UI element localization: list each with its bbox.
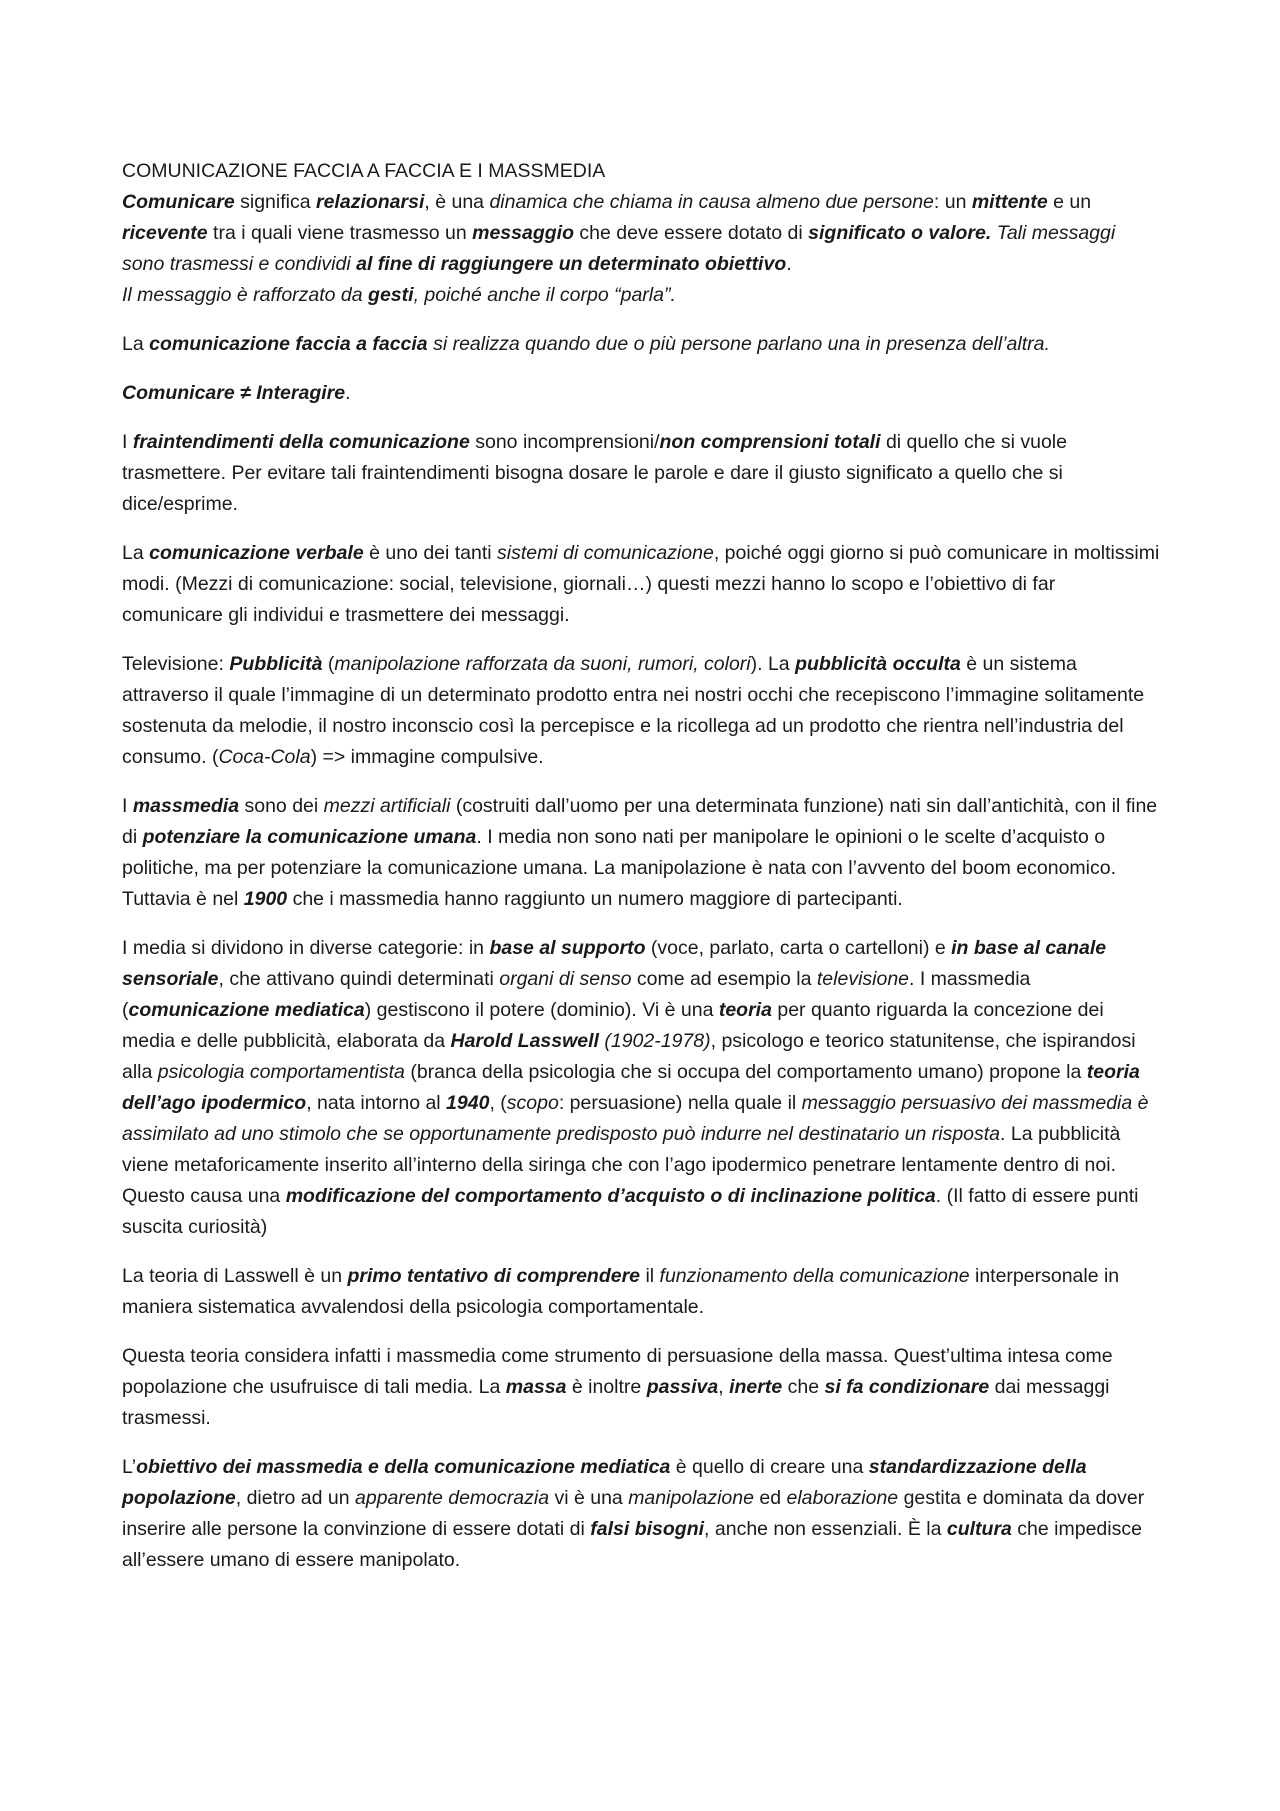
body-text: interpersonale in maniera sistematica avvalendosi della psicologia comportamentale. [122,1265,1120,1318]
emphasis-text: falsi bisogni [590,1518,705,1540]
document-body [122,187,1160,1576]
emphasis-text: comunicazione mediatica [128,999,365,1021]
emphasis-text: 1940 [446,1092,490,1114]
body-text: I [122,795,133,817]
paragraph [122,649,1160,773]
emphasis-text: gesti [368,284,414,306]
body-text: , psicologo e teorico statunitense, che ispirandosi alla [122,1030,1136,1083]
body-text: (voce, parlato, carta o cartelloni) e [645,937,952,959]
emphasis-text: al fine di raggiungere un determinato obiettivo [356,253,787,275]
body-text: di quello che si vuole trasmettere. Per evitare tali fraintendimenti bisogna dosare le parole e dare il giusto significato a quello che si dice/esprime. [122,431,1067,515]
italic-text: mezzi artificiali [323,795,451,817]
body-text: sono dei [239,795,324,817]
paragraph [122,187,1160,280]
italic-text: Coca-Cola [218,746,311,768]
body-text: che deve essere dotato di [573,222,809,244]
emphasis-text: in base al canale sensoriale [122,937,1107,990]
body-text: . I media non sono nati per manipolare le opinioni o le scelte d’acquisto o politiche, ma per potenziare la comunicazione umana. La manipolazione è nata con l’avvento del boom economico. Tuttavia è nel [122,826,1117,910]
italic-text: organi di senso [499,968,632,990]
paragraph [122,280,1160,311]
body-text: . [786,253,792,275]
body-text: . La pubblicità viene metaforicamente inserito all’interno della siringa che con l’ago ipodermico penetrare lentamente dentro di noi. Questo causa una [122,1123,1121,1207]
body-text: vi è una [549,1487,629,1509]
emphasis-text: primo tentativo di comprendere [347,1265,641,1287]
italic-text: psicologia comportamentista [157,1061,405,1083]
emphasis-text: modificazione del comportamento d’acquisto o di inclinazione politica [285,1185,936,1207]
emphasis-text: standardizzazione della popolazione [122,1456,1087,1509]
body-text: (costruiti dall’uomo per una determinata funzione) nati sin dall’antichità, con il fine di [122,795,1158,848]
paragraph [122,1261,1160,1323]
body-text: per quanto riguarda la concezione dei media e delle pubblicità, elaborata da [122,999,1104,1052]
body-text: è un sistema attraverso il quale l’immagine di un determinato prodotto entra nei nostri occhi che recepiscono l’immagine solitamente sostenuta da melodie, il nostro inconscio così la percepisce e la ricollega ad un prodotto che rientra nell’industria del consumo. ( [122,653,1145,768]
body-text: e un [1047,191,1092,213]
body-text: . I massmedia ( [122,968,1031,1021]
body-text: (branca della psicologia che si occupa del comportamento umano) propone la [404,1061,1087,1083]
body-text: Questa teoria considera infatti i massmedia come strumento di persuasione della massa. Quest’ultima intesa come popolazione che usufruisce di tali media. La [122,1345,1113,1398]
body-text: tra i quali viene trasmesso un [207,222,473,244]
emphasis-text: potenziare la comunicazione umana [142,826,477,848]
emphasis-text: Pubblicità [229,653,323,675]
body-text: , è una [424,191,490,213]
emphasis-text: ricevente [122,222,208,244]
italic-text: funzionamento della comunicazione [659,1265,970,1287]
italic-text: manipolazione rafforzata da suoni, rumori, colori [334,653,751,675]
emphasis-text: messaggio [472,222,574,244]
italic-text: (1902-1978) [598,1030,711,1052]
emphasis-text: 1900 [243,888,288,910]
emphasis-text: teoria dell’ago ipodermico [122,1061,1140,1114]
paragraph [122,1452,1160,1576]
italic-text: manipolazione [628,1487,754,1509]
emphasis-text: fraintendimenti della comunicazione [132,431,470,453]
body-text: sono incomprensioni/ [469,431,660,453]
emphasis-text: massmedia [132,795,240,817]
emphasis-text: inerte [729,1376,783,1398]
emphasis-text: passiva [646,1376,719,1398]
italic-text: , poiché anche il corpo “parla”. [413,284,676,306]
body-text: ). La [750,653,796,675]
document-title: COMUNICAZIONE FACCIA A FACCIA E I MASSMEDIA [122,160,606,182]
body-text: come ad esempio la [631,968,817,990]
body-text: che i massmedia hanno raggiunto un numero maggiore di partecipanti. [287,888,903,910]
paragraph [122,933,1160,1243]
italic-text: elaborazione [786,1487,899,1509]
body-text: ed [753,1487,787,1509]
body-text: : un [933,191,972,213]
italic-text: sistemi di comunicazione [497,542,714,564]
italic-text: si realizza quando due o più persone parlano una in presenza dell’altra. [427,333,1050,355]
emphasis-text: significato o valore. [808,222,992,244]
body-text: I media si dividono in diverse categorie: in [122,937,490,959]
italic-text: messaggio persuasivo dei massmedia è assimilato ad uno stimolo che se opportunamente predisposto può indurre nel destinatario un risposta [122,1092,1149,1145]
emphasis-text: massa [505,1376,567,1398]
emphasis-text: pubblicità occulta [795,653,961,675]
paragraph [122,1341,1160,1434]
body-text: I [122,431,133,453]
paragraph [122,378,1160,409]
body-text: è quello di creare una [670,1456,869,1478]
body-text: . [345,382,351,404]
body-text: La teoria di Lasswell è un [122,1265,348,1287]
body-text: , che attivano quindi determinati [218,968,500,990]
body-text: è uno dei tanti [363,542,498,564]
paragraph [122,538,1160,631]
body-text: gestita e dominata da dover inserire alle persone la convinzione di essere dotati di [122,1487,1145,1540]
paragraph [122,329,1160,360]
emphasis-text: cultura [946,1518,1012,1540]
emphasis-text: relazionarsi [316,191,425,213]
italic-text: apparente democrazia [355,1487,550,1509]
body-text: : persuasione) nella quale il [558,1092,802,1114]
italic-text: Tali messaggi sono trasmessi e condividi [122,222,1116,275]
body-text: L’ [122,1456,137,1478]
paragraph [122,791,1160,915]
emphasis-text: mittente [971,191,1048,213]
body-text: ( [322,653,335,675]
body-text: che [782,1376,825,1398]
body-text: ) gestiscono il potere (dominio). Vi è una [364,999,719,1021]
emphasis-text: comunicazione verbale [149,542,364,564]
body-text: Televisione: [122,653,230,675]
emphasis-text: non comprensioni totali [659,431,881,453]
emphasis-text: obiettivo dei massmedia e della comunicazione mediatica [136,1456,671,1478]
body-text: che impedisce all’essere umano di essere manipolato. [122,1518,1142,1571]
body-text: La [122,542,150,564]
body-text: significa [234,191,316,213]
emphasis-text: Comunicare [122,191,235,213]
emphasis-text: Comunicare ≠ Interagire [122,382,346,404]
body-text: , dietro ad un [235,1487,355,1509]
italic-text: televisione [816,968,910,990]
body-text: dai messaggi trasmessi. [122,1376,1110,1429]
emphasis-text: comunicazione faccia a faccia [149,333,428,355]
emphasis-text: base al supporto [489,937,646,959]
body-text: è inoltre [566,1376,647,1398]
body-text: il [640,1265,660,1287]
emphasis-text: si fa condizionare [824,1376,990,1398]
body-text: , [718,1376,730,1398]
italic-text: Il messaggio è rafforzato da [122,284,369,306]
body-text: , poiché oggi giorno si può comunicare in moltissimi modi. (Mezzi di comunicazione: social, televisione, giornali…) questi mezzi hanno lo scopo e l’obiettivo di far comunicare gli individui e trasmettere dei messaggi. [122,542,1160,626]
emphasis-text: Harold Lasswell [450,1030,599,1052]
italic-text: dinamica che chiama in causa almeno due persone [489,191,934,213]
italic-text: scopo [506,1092,559,1114]
body-text: . (Il fatto di essere punti suscita curiosità) [122,1185,1139,1238]
body-text: , ( [489,1092,507,1114]
body-text: , anche non essenziali. È la [704,1518,947,1540]
body-text: , nata intorno al [306,1092,447,1114]
emphasis-text: teoria [718,999,772,1021]
body-text: ) => immagine compulsive. [310,746,544,768]
body-text: La [122,333,150,355]
paragraph [122,427,1160,520]
